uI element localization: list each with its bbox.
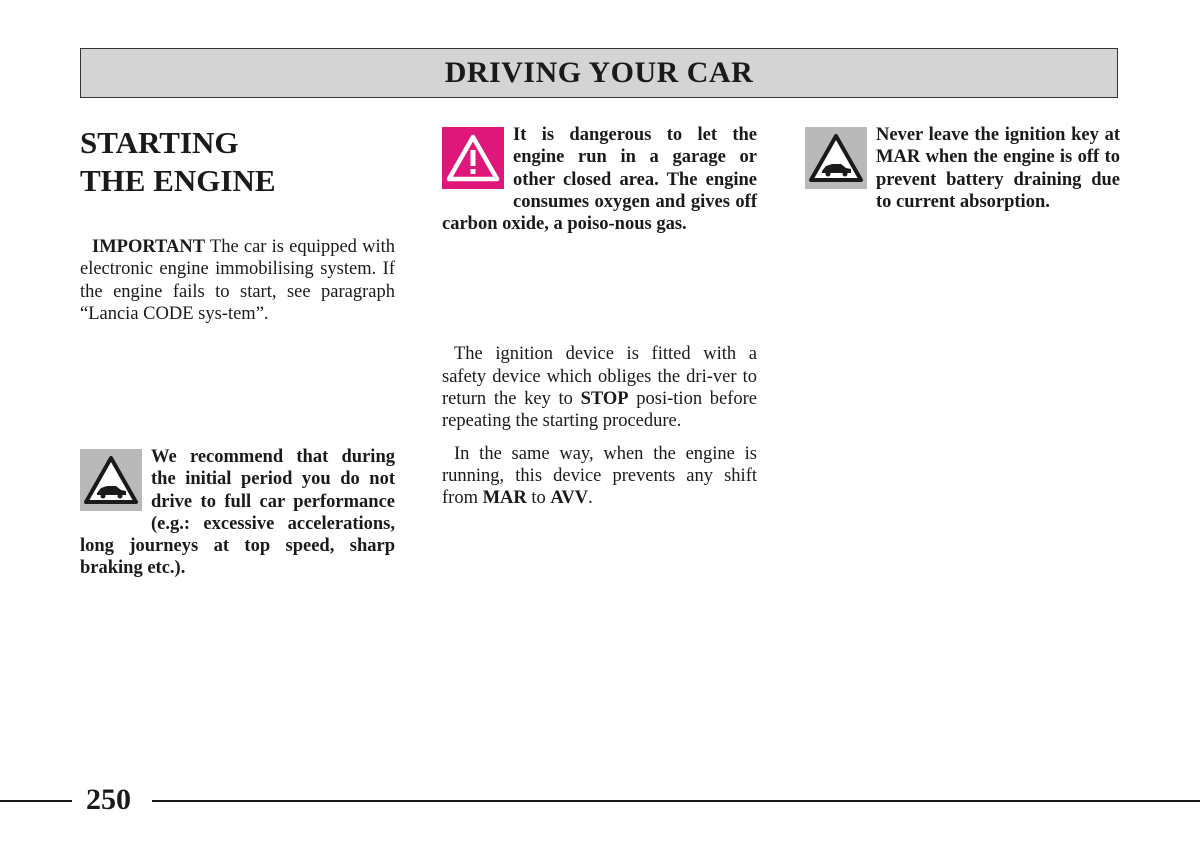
column-middle — [442, 120, 757, 510]
ignition-paragraph — [442, 343, 757, 432]
same-way-text-1: In the same way, when the engine is running, this device prevents any shift from — [442, 443, 757, 509]
footer-rule-left — [0, 800, 72, 802]
mar-label: MAR — [482, 488, 527, 509]
column-right — [805, 120, 1120, 213]
section-title — [80, 124, 395, 200]
garage-warning-text: It is dangerous to let the engine run in a garage or other closed area. The engine consumes oxygen and gives off carbon oxide, a poiso-nous gas. — [442, 125, 757, 235]
ignition-key-notice — [805, 124, 1120, 213]
important-label: IMPORTANT — [92, 237, 206, 257]
stop-label: STOP — [580, 389, 629, 410]
danger-warning-icon — [442, 127, 504, 189]
car-warning-icon — [80, 449, 142, 511]
section-title-line-1: STARTING — [80, 125, 239, 160]
recommend-text: We recommend that during the initial period you do not drive to full car performance (e.g.: excessive accelerations, long journeys at top speed, sharp braking etc.). — [80, 447, 395, 579]
page-number: 250 — [86, 783, 131, 816]
same-way-paragraph — [442, 443, 757, 510]
ignition-text-1: The ignition device is fitted with a safety device which obliges the dri-ver to return the key to — [442, 344, 757, 410]
header-band — [80, 48, 1118, 98]
avv-label: AVV — [550, 488, 589, 509]
ignition-text-2: posi-tion before repeating the starting procedure. — [442, 389, 758, 432]
same-way-to: to — [526, 488, 551, 509]
important-text: The car is equipped with electronic engine immobilising system. If the engine fails to start, see paragraph “Lancia CODE sys-tem”. — [80, 237, 395, 324]
section-title-line-2: THE ENGINE — [80, 163, 276, 198]
footer-rule-right — [152, 800, 1200, 802]
garage-warning-notice — [442, 124, 757, 235]
recommend-notice — [80, 446, 395, 580]
car-warning-icon — [805, 127, 867, 189]
same-way-end: . — [588, 488, 593, 509]
important-paragraph — [80, 236, 395, 325]
ignition-key-text: Never leave the ignition key at MAR when the engine is off to prevent battery draining due to current absorption. — [876, 125, 1120, 212]
column-left — [80, 120, 395, 579]
page-header-title: DRIVING YOUR CAR — [444, 56, 754, 89]
